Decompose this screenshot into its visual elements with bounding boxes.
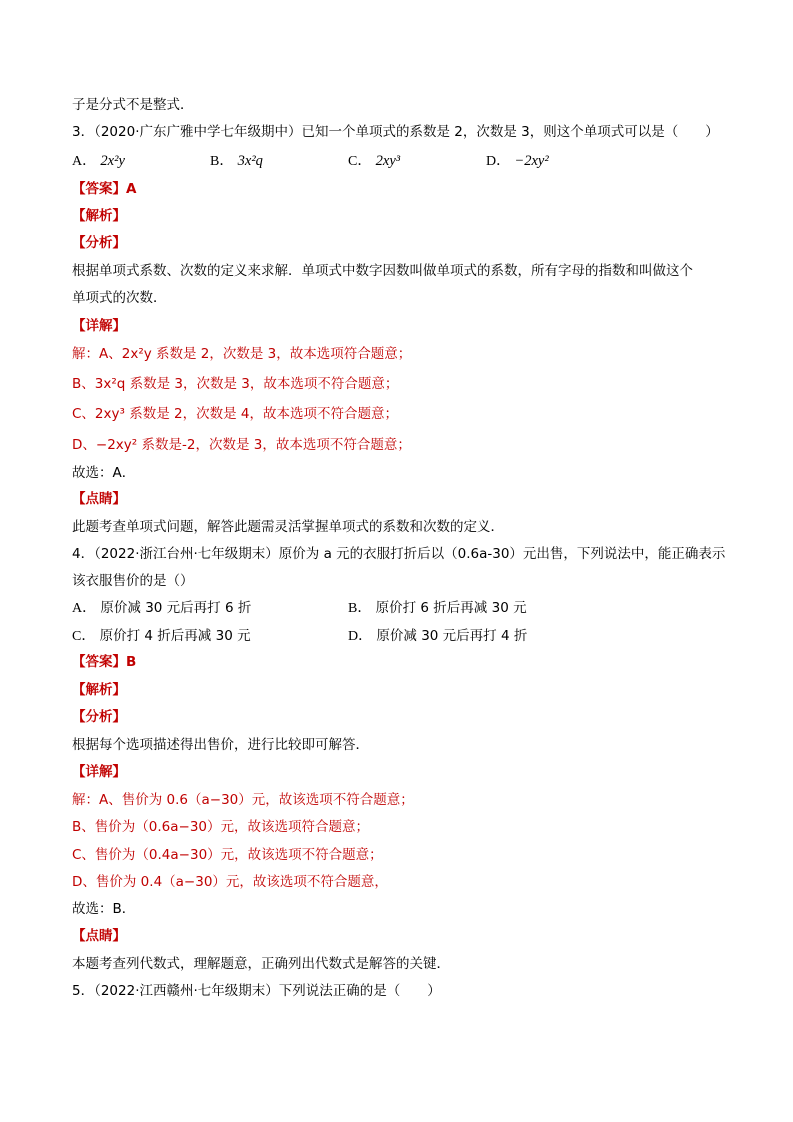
q4-detail-a: 解：A、售价为 0.6（a−30）元，故该选项不符合题意； xyxy=(72,792,414,808)
q3-xiangjie-heading: 【详解】 xyxy=(72,318,126,334)
q4-option-d-text: 原价减 30 元后再打 4 折 xyxy=(376,628,528,644)
q4-option-a xyxy=(72,599,251,618)
q3-dianjing-text: 此题考查单项式问题，解答此题需灵活掌握单项式的系数和次数的定义． xyxy=(72,519,504,535)
q3-detail-b: B、3x²q 系数是 3，次数是 3，故本选项不符合题意； xyxy=(72,376,399,392)
q3-jiexi-heading: 【解析】 xyxy=(72,208,126,224)
q3-dianjing-heading: 【点睛】 xyxy=(72,491,126,507)
q4-jiexi-heading: 【解析】 xyxy=(72,682,126,698)
q3-option-c-expr: 2xy³ xyxy=(375,153,401,169)
q3-option-d xyxy=(486,152,549,171)
q3-detail-c: C、2xy³ 系数是 2，次数是 4，故本选项不符合题意； xyxy=(72,406,398,422)
q4-option-d xyxy=(348,627,527,646)
q4-option-b-text: 原价打 6 折后再减 30 元 xyxy=(375,600,527,616)
q3-option-c xyxy=(348,152,400,171)
q4-answer: 【答案】B xyxy=(72,654,137,670)
q3-fenxi-text-1: 根据单项式系数、次数的定义来求解．单项式中数字因数叫做单项式的系数，所有字母的指数和叫做这个 xyxy=(72,263,693,279)
q4-option-a-text: 原价减 30 元后再打 6 折 xyxy=(100,600,252,616)
q4-dianjing-heading: 【点睛】 xyxy=(72,928,126,944)
q4-option-b-label: B． xyxy=(348,601,372,616)
q3-stem: 3．（2020·广东广雅中学七年级期中）已知一个单项式的系数是 2，次数是 3，则这个单项式可以是（ ） xyxy=(72,124,719,140)
q4-option-c-text: 原价打 4 折后再减 30 元 xyxy=(99,628,251,644)
q3-option-b-label: B． xyxy=(210,154,234,169)
q4-fenxi-heading: 【分析】 xyxy=(72,709,126,725)
q3-option-b xyxy=(210,152,263,171)
intro-tail: 子是分式不是整式． xyxy=(72,97,194,113)
q4-stem-line-1: 4．（2022·浙江台州·七年级期末）原价为 a 元的衣服打折后以（0.6a-30）元出售，下列说法中，能正确表示 xyxy=(72,546,726,562)
q3-detail-a: 解：A、2x²y 系数是 2，次数是 3，故本选项符合题意； xyxy=(72,346,412,362)
q4-detail-b: B、售价为（0.6a−30）元，故该选项符合题意； xyxy=(72,819,369,835)
q3-option-b-expr: 3x²q xyxy=(237,153,263,169)
q3-option-a-expr: 2x²y xyxy=(100,153,125,169)
q3-choose: 故选：A． xyxy=(72,465,136,481)
q4-detail-d: D、售价为 0.4（a−30）元，故该选项不符合题意， xyxy=(72,874,388,890)
q3-fenxi-heading: 【分析】 xyxy=(72,235,126,251)
q3-option-a-label: A． xyxy=(72,154,97,169)
q4-option-c-label: C． xyxy=(72,629,96,644)
q3-detail-d: D、−2xy² 系数是-2，次数是 3，故本选项不符合题意； xyxy=(72,437,411,453)
q4-xiangjie-heading: 【详解】 xyxy=(72,764,126,780)
q3-answer: 【答案】A xyxy=(72,181,137,197)
q4-option-b xyxy=(348,599,527,618)
q4-fenxi-text: 根据每个选项描述得出售价，进行比较即可解答． xyxy=(72,737,369,753)
q4-choose: 故选：B． xyxy=(72,901,136,917)
q4-detail-c: C、售价为（0.4a−30）元，故该选项不符合题意； xyxy=(72,847,383,863)
q4-stem-line-2: 该衣服售价的是（） xyxy=(72,573,194,589)
q4-option-d-label: D． xyxy=(348,629,373,644)
q4-dianjing-text: 本题考查列代数式，理解题意，正确列出代数式是解答的关键． xyxy=(72,956,450,972)
q3-option-c-label: C． xyxy=(348,154,372,169)
q4-option-c xyxy=(72,627,251,646)
q3-option-d-expr: −2xy² xyxy=(514,153,549,169)
q5-stem: 5．（2022·江西赣州·七年级期末）下列说法正确的是（ ） xyxy=(72,983,441,999)
q4-option-a-label: A． xyxy=(72,601,97,616)
q3-option-a xyxy=(72,152,125,171)
q3-option-d-label: D． xyxy=(486,154,511,169)
q3-fenxi-text-2: 单项式的次数． xyxy=(72,290,167,306)
